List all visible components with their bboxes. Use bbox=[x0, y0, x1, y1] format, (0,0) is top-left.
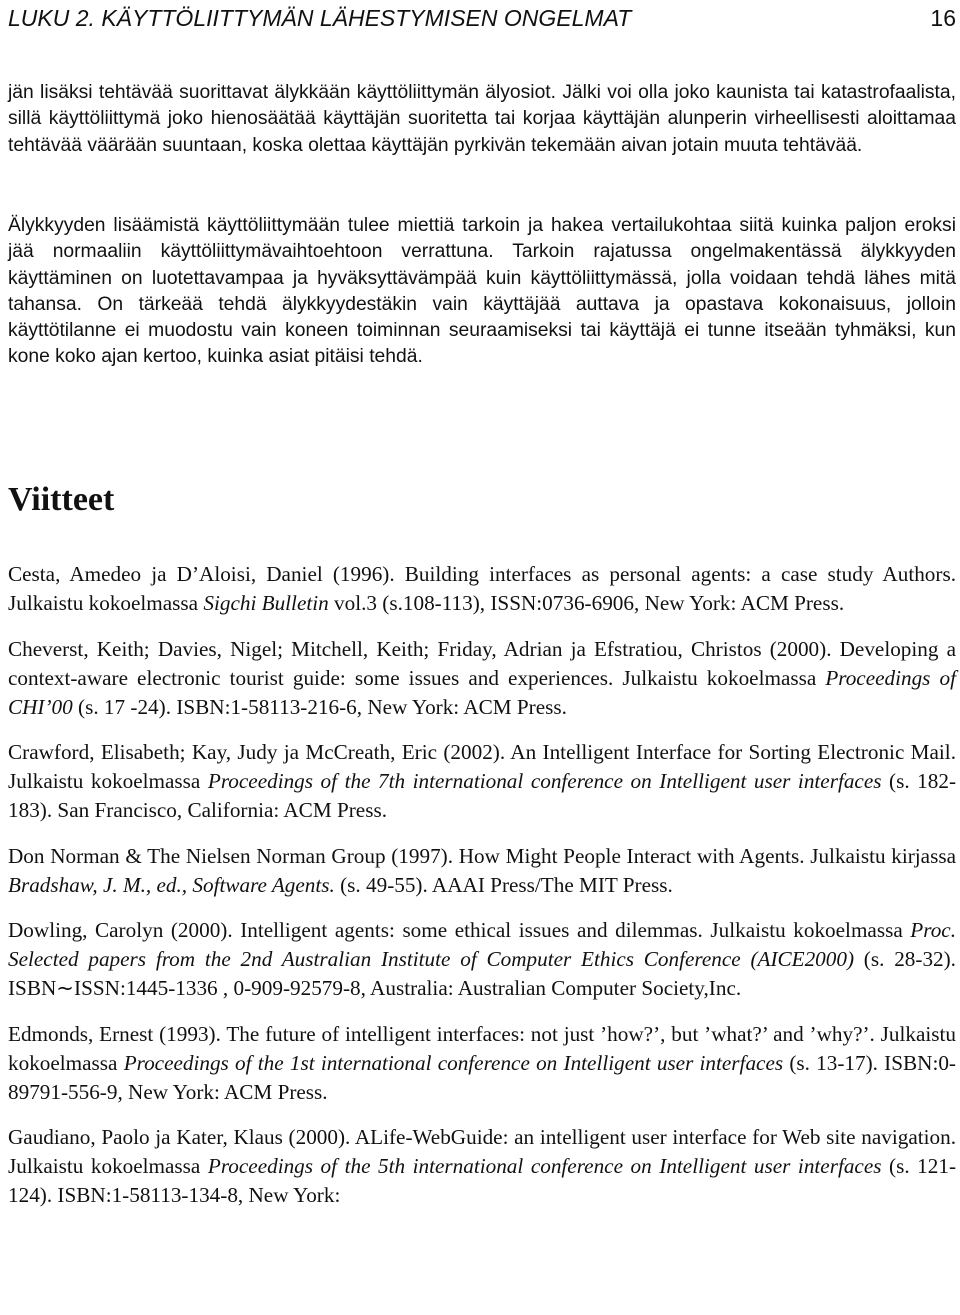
reference-entry bbox=[8, 635, 956, 722]
reference-entry bbox=[8, 738, 956, 825]
body-paragraph: jän lisäksi tehtävää suorittavat älykkään käyttöliittymän älyosiot. Jälki voi olla joko kaunista tai katastrofaalista, sillä käyttöliittymä joko hienosäätää käyttäjän suoritetta tai korjaa käyttäjän alunperin virheellisesti aloittamaa tehtävää väärään suuntaan, koska olettaa käyttäjän pyrkivän tekemään aivan jotain muuta tehtävää. bbox=[8, 82, 956, 156]
reference-text: (s. 121-124). ISBN:1-58113-134-8, New York: bbox=[8, 1154, 957, 1207]
reference-text: (s. 28-32). ISBN∼ISSN:1445-1336 , 0-909-92579-8, Australia: Australian Computer Society,Inc. bbox=[8, 947, 956, 1000]
reference-text: Cesta, Amedeo ja D’Aloisi, Daniel (1996). Building interfaces as personal agents: a case study Authors. Julkaistu kokoelmassa bbox=[8, 562, 956, 615]
reference-entry bbox=[8, 1020, 956, 1107]
reference-text: (s. 17 -24). ISBN:1-58113-216-6, New York: ACM Press. bbox=[72, 694, 567, 719]
reference-source-title: Proceedings of the 5th international conference on Intelligent user interfaces bbox=[207, 1154, 882, 1178]
section-heading: Viitteet bbox=[8, 481, 115, 518]
reference-entry bbox=[8, 560, 956, 618]
reference-source-title: Proc. Selected papers from the 2nd Australian Institute of Computer Ethics Conference (AICE2000) bbox=[8, 918, 956, 971]
reference-text: Dowling, Carolyn (2000). Intelligent agents: some ethical issues and dilemmas. Julkaistu kokoelmassa bbox=[8, 918, 911, 942]
reference-text: Gaudiano, Paolo ja Kater, Klaus (2000). ALife-WebGuide: an intelligent user interface for Web site navigation. Julkaistu kokoelmassa bbox=[8, 1125, 956, 1178]
reference-source-title: Sigchi Bulletin bbox=[203, 591, 329, 615]
reference-text: Edmonds, Ernest (1993). The future of intelligent interfaces: not just ’how?’, but ’what?’ and ’why?’. Julkaistu kokoelmassa bbox=[8, 1021, 956, 1075]
reference-text: Cheverst, Keith; Davies, Nigel; Mitchell, Keith; Friday, Adrian ja Efstratiou, Christos (2000). Developing a context-aware electronic tourist guide: some issues and experiences. Julkaistu kokoelmassa bbox=[8, 636, 956, 690]
reference-source-title: Proceedings of CHI’00 bbox=[8, 665, 956, 719]
reference-list bbox=[8, 560, 956, 1227]
reference-text: Crawford, Elisabeth; Kay, Judy ja McCreath, Eric (2002). An Intelligent Interface for Sorting Electronic Mail. Julkaistu kokoelmassa bbox=[8, 740, 956, 793]
running-header bbox=[8, 2, 956, 34]
chapter-title: LUKU 2. KÄYTTÖLIITTYMÄN LÄHESTYMISEN ONGELMAT bbox=[8, 5, 632, 31]
reference-source-title: Bradshaw, J. M., ed., Software Agents. bbox=[8, 872, 335, 897]
reference-entry bbox=[8, 1123, 956, 1210]
reference-source-title: Proceedings of the 1st international conference on Intelligent user interfaces bbox=[123, 1050, 784, 1075]
reference-text: (s. 182-183). San Francisco, California: ACM Press. bbox=[8, 769, 957, 822]
reference-entry bbox=[8, 916, 956, 1003]
page-number: 16 bbox=[930, 5, 956, 31]
reference-text: (s. 49-55). AAAI Press/The MIT Press. bbox=[334, 872, 673, 897]
body-paragraph: Älykkyyden lisäämistä käyttöliittymään tulee miettiä tarkoin ja hakea vertailukohtaa siitä kuinka paljon eroksi jää normaaliin käyttöliittymävaihtoehtoon verrattuna. Tarkoin rajatussa ongelmakentässä älykkyyden käyttäminen on luotettavampaa ja hyväksyttävämpää kuin käyttöliittymässä, jolla voidaan tehdä lähes mitä tahansa. On tärkeää tehdä älykkyydestäkin vain käyttäjää auttava ja opastava kokonaisuus, jolloin käyttötilanne ei muodostu vain koneen toiminnan seuraamiseksi tai käyttäjä ei tunne itseään tyhmäksi, kun kone koko ajan kertoo, kuinka asiat pitäisi tehdä. bbox=[8, 215, 956, 368]
reference-text: (s. 13-17). ISBN:0-89791-556-9, New York: ACM Press. bbox=[8, 1050, 956, 1104]
reference-entry bbox=[8, 842, 956, 900]
reference-text: vol.3 (s.108-113), ISSN:0736-6906, New York: ACM Press. bbox=[328, 591, 845, 615]
reference-text: Don Norman & The Nielsen Norman Group (1997). How Might People Interact with Agents. Julkaistu kirjassa bbox=[8, 843, 956, 868]
reference-source-title: Proceedings of the 7th international conference on Intelligent user interfaces bbox=[207, 769, 882, 793]
